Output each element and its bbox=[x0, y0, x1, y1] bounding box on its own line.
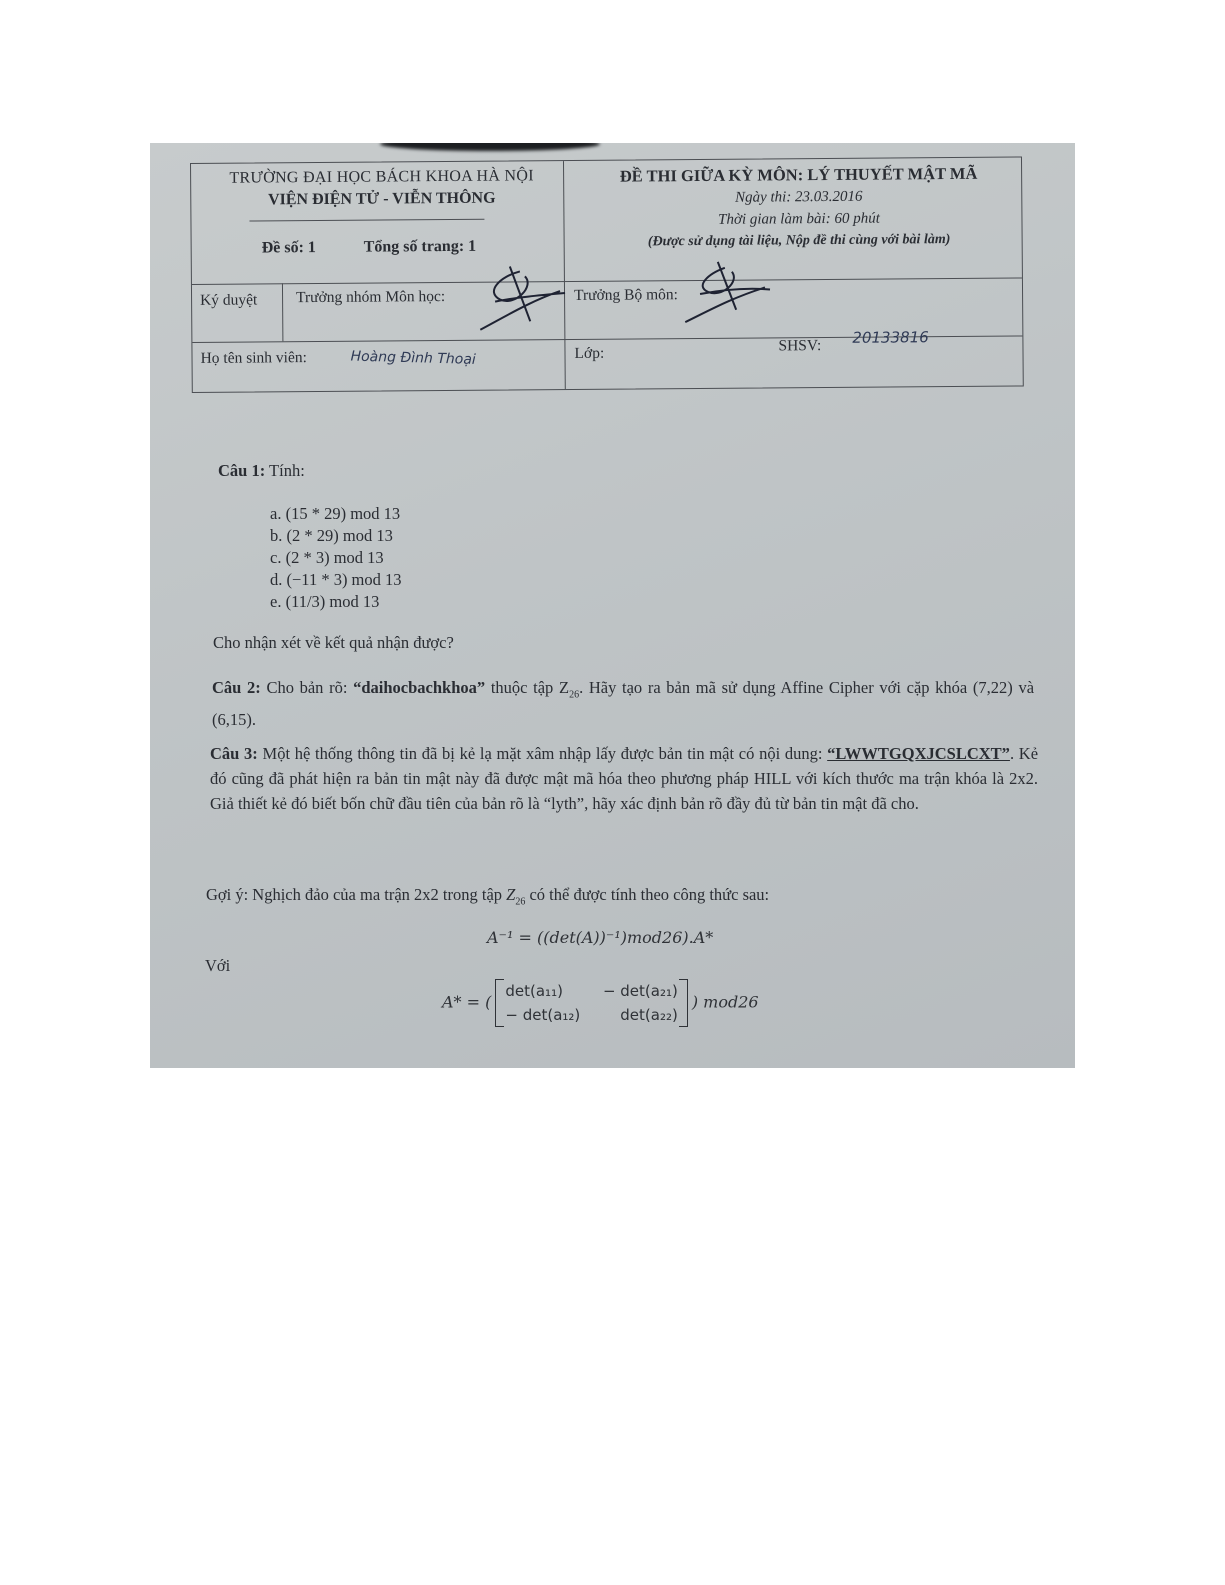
matrix-cell-22: det(a₂₂) bbox=[620, 1006, 678, 1024]
hint-set: Z bbox=[506, 885, 516, 904]
ink-smudge bbox=[380, 143, 600, 151]
student-id-label: SHSV: bbox=[778, 337, 822, 355]
question-2-label: Câu 2: bbox=[212, 678, 261, 697]
hint-subscript: 26 bbox=[515, 896, 526, 908]
student-name-label: Họ tên sinh viên: bbox=[200, 349, 307, 367]
class-label: Lớp: bbox=[574, 344, 605, 362]
department-head-label: Trưởng Bộ môn: bbox=[573, 286, 679, 304]
list-item: d. (−11 * 3) mod 13 bbox=[270, 570, 402, 589]
student-id-handwritten: 20133816 bbox=[852, 328, 929, 347]
hint bbox=[206, 885, 769, 907]
question-1 bbox=[218, 461, 305, 481]
question-2-plaintext: “daihocbachkhoa” bbox=[353, 678, 486, 697]
exam-title: ĐỀ THI GIỮA KỲ MÔN: LÝ THUYẾT MẬT MÃ bbox=[619, 163, 978, 186]
matrix-cell-11: det(a₁₁) bbox=[505, 982, 563, 1000]
matrix-cell-21: − det(a₁₂) bbox=[505, 1006, 581, 1024]
question-3-post: . Kẻ đó cũng đã phát hiện ra bản tin mật này đã được mật mã hóa theo phương pháp HILL với kích thước ma trận khóa là 2x2. Giả thiết kẻ đó biết bốn chữ đầu tiên của bản rõ là “lyth”, hãy xác định bản rõ đầy đủ từ bản tin mật đã cho. bbox=[210, 744, 1039, 813]
question-3 bbox=[210, 741, 1038, 816]
institute-name: VIỆN ĐIỆN TỬ - VIỄN THÔNG bbox=[267, 189, 496, 209]
hint-post: có thể được tính theo công thức sau: bbox=[529, 885, 770, 904]
question-1-items bbox=[270, 503, 402, 613]
exam-note: (Được sử dụng tài liệu, Nộp đề thi cùng với bài làm) bbox=[647, 232, 951, 250]
list-item: e. (11/3) mod 13 bbox=[270, 592, 380, 611]
group-head-signature bbox=[460, 261, 571, 337]
approval-label: Ký duyệt bbox=[200, 291, 258, 309]
exam-header-table bbox=[190, 156, 1024, 393]
adjugate-matrix bbox=[495, 979, 687, 1027]
matrix-cell-12: − det(a₂₁) bbox=[602, 982, 678, 1000]
question-3-label: Câu 3: bbox=[210, 744, 258, 763]
question-3-ciphertext: “LWWTGQXJCSLCXT” bbox=[827, 744, 1010, 763]
exam-photo bbox=[150, 143, 1075, 1068]
question-1-remark: Cho nhận xét về kết quả nhận được? bbox=[213, 633, 454, 652]
group-head-label: Trưởng nhóm Môn học: bbox=[295, 288, 446, 307]
list-item: c. (2 * 3) mod 13 bbox=[270, 548, 384, 567]
adjugate-formula bbox=[442, 979, 759, 1027]
inverse-formula: A⁻¹ = ((det(A))⁻¹)mod26).A* bbox=[487, 928, 714, 947]
exam-duration: Thời gian làm bài: 60 phút bbox=[718, 210, 880, 228]
list-item: a. (15 * 29) mod 13 bbox=[270, 504, 401, 523]
list-item: b. (2 * 29) mod 13 bbox=[270, 526, 393, 545]
question-1-label: Câu 1: bbox=[218, 461, 266, 480]
question-2-mid: thuộc tập Z bbox=[490, 678, 570, 697]
adjugate-rhs: ) mod26 bbox=[691, 992, 759, 1012]
question-2-pre: Cho bản rõ: bbox=[266, 678, 348, 697]
question-2 bbox=[212, 675, 1034, 732]
exam-date: Ngày thi: 23.03.2016 bbox=[734, 188, 863, 206]
student-name-handwritten: Hoàng Đình Thoại bbox=[350, 348, 477, 368]
hint-pre: Gợi ý: Nghịch đảo của ma trận 2x2 trong tập bbox=[206, 885, 503, 904]
question-1-text: Tính: bbox=[269, 461, 305, 480]
question-2-subscript: 26 bbox=[569, 689, 580, 701]
page-count: Tổng số trang: 1 bbox=[363, 237, 477, 256]
with-label: Với bbox=[205, 956, 231, 975]
question-3-pre: Một hệ thống thông tin đã bị kẻ lạ mặt xâm nhập lấy được bản tin mật có nội dung: bbox=[262, 744, 823, 763]
adjugate-lhs: A* = ( bbox=[442, 992, 492, 1012]
question-2-post: . Hãy tạo ra bản mã sử dụng Affine Cipher với cặp khóa (7,22) và (6,15). bbox=[212, 678, 1035, 730]
exam-code: Đề số: 1 bbox=[261, 239, 316, 257]
school-name: TRƯỜNG ĐẠI HỌC BÁCH KHOA HÀ NỘI bbox=[229, 167, 534, 187]
department-head-signature bbox=[670, 259, 781, 330]
